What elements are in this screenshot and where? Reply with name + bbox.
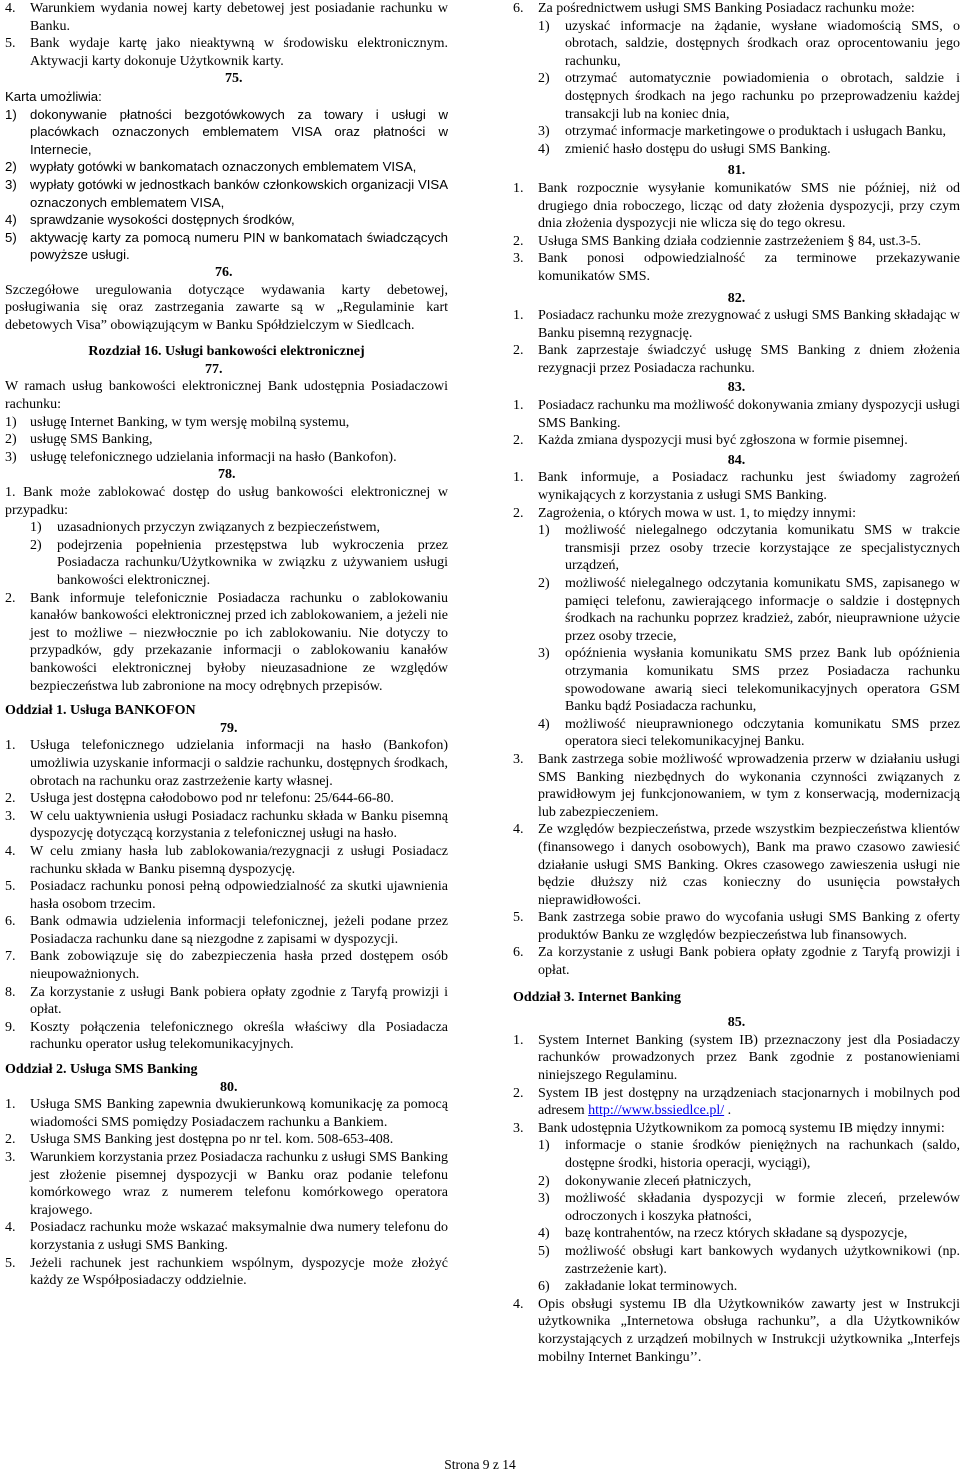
- section-number: 82.: [727, 290, 746, 306]
- list-item-number: 1): [538, 1138, 550, 1154]
- list-item: [5, 737, 448, 790]
- list-item-number: 3.: [513, 751, 524, 767]
- list-item: [513, 397, 960, 432]
- right-column: [513, 0, 960, 1366]
- list-item-number: 9.: [5, 1019, 16, 1035]
- list-item: [513, 18, 960, 71]
- section-number: 75.: [225, 71, 243, 87]
- list-item-text: W celu zmiany hasła lub zablokowania/rezygnacji z usługi Posiadacz rachunku składa w Banku pisemną dyspozycję.: [30, 843, 448, 877]
- paragraph: 1. Bank może zablokować dostęp do usług bankowości elektronicznej w przypadku:: [5, 485, 448, 518]
- left-column: [5, 0, 448, 1290]
- list-item: [5, 1019, 448, 1054]
- list-item: [5, 1096, 448, 1131]
- list-item-number: 5.: [513, 910, 524, 926]
- list-item-number: 1): [5, 106, 17, 122]
- list-item-number: 5): [538, 1243, 550, 1259]
- list-item: [513, 1278, 960, 1296]
- list-item-number: 3): [538, 124, 550, 140]
- list-item: [5, 1131, 448, 1149]
- list-item-number: 3.: [5, 1150, 16, 1165]
- list-item: [513, 716, 960, 751]
- list-item-text: Warunkiem wydania nowej karty debetowej jest posiadanie rachunku w Banku.: [30, 1, 448, 34]
- list-item-text: informacje o stanie środków pieniężnych na rachunkach (saldo, dostępne środki, historia operacji, wyciągi),: [565, 1138, 960, 1171]
- list-item-number: 3): [5, 449, 17, 465]
- list-item-text: Bank informuje, a Posiadacz rachunku jest świadomy zagrożeń wynikających z korzystania z usługi SMS Banking.: [538, 470, 960, 504]
- list-item-text: otrzymać informacje marketingowe o produktach i usługach Banku,: [565, 124, 946, 140]
- list-item: [5, 0, 448, 35]
- list-item-text: możliwość nieuprawnionego odczytania komunikatu SMS przez operatora sieci telekomunikacyjnej Banku.: [565, 716, 960, 750]
- list-item: [513, 1225, 960, 1243]
- list-item: [5, 913, 448, 948]
- list-item: [5, 948, 448, 983]
- list-item: [513, 1190, 960, 1225]
- section-number: 78.: [218, 467, 236, 483]
- list-item-number: 5.: [5, 879, 16, 895]
- list-item-number: 2.: [5, 590, 16, 606]
- list-item-text: możliwość nielegalnego odczytania komunikatu SMS w trakcie transmisji przez osoby trzecie korzystające ze specjalistycznych urządzeń,: [565, 523, 960, 574]
- list-item: [5, 449, 448, 467]
- list-item-number: 4.: [513, 822, 524, 838]
- list-item: [513, 141, 960, 159]
- list-item-text: zakładanie lokat terminowych.: [565, 1279, 738, 1295]
- list-item: [513, 522, 960, 575]
- list-item: [513, 233, 960, 251]
- list-item-text: Koszty połączenia telefonicznego określa właściwy dla Posiadacza rachunku operator usług telekomunikacyjnych.: [30, 1019, 448, 1053]
- section-heading: Oddział 1. Usługa BANKOFON: [5, 703, 196, 719]
- list-item-number: 1.: [513, 308, 524, 324]
- list-item-number: 3): [538, 646, 550, 662]
- list-item-text: [538, 1085, 960, 1120]
- section-heading: Oddział 3. Internet Banking: [513, 989, 682, 1005]
- list-item-text: Usługa SMS Banking jest dostępna po nr tel. kom. 508-653-408.: [30, 1132, 394, 1148]
- list-item-text: sprawdzanie wysokości dostępnych środków,: [30, 212, 295, 228]
- list-item-text: wypłaty gotówki w jednostkach banków członkowskich organizacji VISA oznaczonych emblematem VISA,: [30, 176, 448, 210]
- list-item-number: 3.: [5, 808, 16, 824]
- list-item-number: 4.: [513, 1296, 524, 1312]
- list-item-number: 3): [538, 1191, 550, 1207]
- list-item-text: Bank zaprzestaje świadczyć usługę SMS Banking z dniem złożenia rezygnacji przez Posiadacza rachunku.: [538, 343, 960, 376]
- list-item: [5, 519, 448, 537]
- list-item: [5, 1255, 448, 1290]
- list-item-text: Warunkiem korzystania przez Posiadacza rachunku z usługi SMS Banking jest złożenie pisemnej dyspozycji w Banku oraz podanie telefonu komórkowego wraz z numerem telefonu komórkowego operatora krajowego.: [30, 1150, 448, 1218]
- list-item-text: Opis obsługi systemu IB dla Użytkowników zawarty jest w Instrukcji użytkownika „Internetowa obsługa rachunku”, a dla Użytkowników korzystających z urządzeń mobilnych w Instrukcji użytkownika „Interfejs mobilny Internet Bankingu’’.: [538, 1296, 960, 1365]
- list-item: [513, 1120, 960, 1138]
- page-footer: Strona 9 z 14: [444, 1457, 516, 1472]
- list-item-text: bazę kontrahentów, na rzecz których składane są dyspozycje,: [565, 1226, 908, 1242]
- list-item-number: 8.: [5, 984, 16, 1000]
- list-item-text: Usługa SMS Banking zapewnia dwukierunkową komunikację za pomocą wiadomości SMS pomiędzy Posiadaczem rachunku a Bankiem.: [30, 1097, 448, 1130]
- list-item-text: Ze względów bezpieczeństwa, przede wszystkim bezpieczeństwa klientów (finansowego i danych osobowych), Bank ma prawo czasowo zawiesić działanie usługi SMS Banking. Okres czasowego zawieszenia usługi nie będzie dłuższy niż czas konieczny do usunięcia powstałych nieprawidłowości.: [538, 822, 960, 908]
- list-item: [513, 180, 960, 233]
- list-item: [513, 1243, 960, 1278]
- list-item: [513, 1085, 960, 1120]
- list-item: [513, 821, 960, 909]
- list-item: [5, 211, 448, 229]
- list-item-number: 6.: [513, 1, 524, 16]
- list-item-text: podejrzenia popełnienia przestępstwa lub wykroczenia przez Posiadacza rachunku/Użytkownika w związku z używaniem usługi bankowości elektronicznej.: [57, 537, 448, 588]
- list-item: [5, 106, 448, 159]
- list-item-number: 3): [5, 176, 17, 192]
- list-item: [5, 1219, 448, 1254]
- list-item-text: Bank informuje telefonicznie Posiadacza rachunku o zablokowaniu kanałów bankowości elektronicznej przed ich zablokowaniem, a jeżeli nie jest to możliwe – niezwłocznie po ich zablokowaniu. Nie dotyczy to przypadków, gdy przekazanie informacji o zablokowaniu kanałów bankowości elektronicznej byłoby nieuzasadnione ze względów bezpieczeństwa lub zabronione na mocy odrębnych przepisów.: [30, 590, 448, 694]
- section-number: 85.: [727, 1015, 746, 1031]
- list-item-text: możliwość składania dyspozycji w formie zleceń, przelewów odroczonych i koszyka płatności,: [565, 1191, 960, 1224]
- list-item-text: Bank ponosi odpowiedzialność za terminowe przekazywanie komunikatów SMS.: [538, 251, 960, 284]
- list-item: [513, 469, 960, 504]
- list-item-number: 5): [5, 229, 17, 245]
- list-item: [5, 229, 448, 264]
- list-item-text: dokonywanie zleceń płatniczych,: [565, 1173, 752, 1189]
- list-item-number: 2.: [513, 233, 524, 249]
- list-item-number: 1.: [513, 180, 524, 196]
- list-item-text-part: System IB jest dostępny na urządzeniach stacjonarnych i mobilnych pod adresem: [538, 1085, 960, 1119]
- list-item-text: Każda zmiana dyspozycji musi być zgłoszona w formie pisemnej.: [538, 433, 908, 449]
- list-item: [513, 1173, 960, 1191]
- section-number: 76.: [215, 264, 233, 280]
- list-item-text: uzyskać informacje na żądanie, wysłane wiadomością SMS, o obrotach, saldzie, dostępnych środkach oraz oprocentowaniu jego rachunku,: [565, 18, 960, 69]
- list-item-text: Bank wydaje kartę jako nieaktywną w środowisku elektronicznym. Aktywacji karty dokonuje Użytkownik karty.: [30, 36, 448, 69]
- list-item-number: 1.: [5, 1097, 16, 1113]
- list-item-number: 7.: [5, 949, 16, 965]
- list-item-text: wypłaty gotówki w bankomatach oznaczonych emblematem VISA,: [30, 159, 417, 175]
- list-item-text: Usługa telefonicznego udzielania informacji na hasło (Bankofon) umożliwia uzyskanie informacji o saldzie rachunku, dostępnych środkach, obrotach na rachunku oraz zastrzeżenie karty własnej.: [30, 738, 448, 789]
- list-item: [5, 843, 448, 878]
- list-item-number: 2): [538, 1173, 550, 1189]
- list-item: [5, 158, 448, 176]
- list-item-text: Bank odmawia udzielenia informacji telefonicznej, jeżeli podane przez Posiadacza rachunku dane są niezgodne z zapisami w dyspozycji.: [30, 914, 448, 947]
- list-item-number: 2.: [513, 343, 524, 359]
- paragraph: Karta umożliwia:: [5, 88, 102, 104]
- list-item-number: 4): [538, 141, 550, 157]
- list-item-number: 4.: [5, 1220, 16, 1236]
- list-item-number: 6.: [513, 945, 524, 961]
- list-item-text: opóźnienia wysłania komunikatu SMS przez Bank lub opóźnienia otrzymania komunikatu SMS przez Posiadacza rachunku spowodowane awarią sieci telekomunikacyjnych operatora GSM Banku bądź Posiadacza rachunku,: [565, 646, 960, 715]
- list-item-text: możliwość obsługi kart bankowych wydanych użytkownikowi (np. zastrzeżenie kart).: [565, 1243, 960, 1277]
- list-item: [5, 414, 448, 432]
- list-item-number: 1.: [5, 738, 16, 754]
- list-item-text: usługę telefonicznego udzielania informacji na hasło (Bankofon).: [30, 449, 397, 465]
- list-item: [513, 505, 960, 523]
- list-item: [513, 909, 960, 944]
- list-item-text: usługę Internet Banking, w tym wersję mobilną systemu,: [30, 414, 350, 430]
- list-item-text: Usługa jest dostępna całodobowo pod nr telefonu: 25/644-66-80.: [30, 791, 394, 807]
- list-item-text: możliwość nielegalnego odczytania komunikatu SMS, zapisanego w pamięci telefonu, zawierającego informacje o saldzie i dostępnych środkach na rachunku poprzez kradzież, zabór, nieuprawnione użycie przez osoby trzecie,: [565, 576, 960, 644]
- list-item-text: Bank rozpocznie wysyłanie komunikatów SMS nie później, niż od drugiego dnia roboczego, licząc od daty złożenia dyspozycji, przy czym dnia złożenia dyspozycji nie wlicza się do tego okresu.: [538, 180, 960, 232]
- list-item-number: 2.: [513, 505, 524, 521]
- list-item-text: Za korzystanie z usługi Bank pobiera opłaty zgodnie z Taryfą prowizji i opłat.: [538, 945, 960, 979]
- list-item-text: W celu uaktywnienia usługi Posiadacz rachunku składa w Banku pisemną dyspozycję dotyczącą korzystania z telefonicznej usługi na hasło.: [30, 808, 448, 842]
- list-item-text: Bank zastrzega sobie możliwość wprowadzenia przerw w działaniu usługi SMS Banking niezbędnych do wykonania czynności związanych z prawidłowym jej funkcjonowaniem, w tym z konserwacją, modernizacją lub zabezpieczeniem.: [538, 751, 960, 820]
- section-number: 77.: [205, 361, 223, 377]
- list-item-number: 2): [5, 432, 17, 448]
- list-item-text: Bank zobowiązuje się do zabezpieczenia hasła przed dostępem osób nieupoważnionych.: [30, 949, 448, 983]
- list-item: [513, 751, 960, 821]
- list-item: [5, 878, 448, 913]
- list-item: [5, 590, 448, 696]
- list-item-text: Zagrożenia, o których mowa w ust. 1, to między innymi:: [538, 505, 857, 521]
- paragraph: Szczegółowe uregulowania dotyczące wydawania karty debetowej, posługiwania się oraz zastrzegania zawarte są w „Regulaminie kart debetowych Visa” obowiązującym w Banku Spółdzielczym w Siedlcach.: [5, 282, 448, 333]
- section-number: Rozdział 16. Usługi bankowości elektronicznej: [88, 344, 365, 360]
- list-item-number: 1.: [513, 470, 524, 486]
- list-item-number: 4.: [5, 843, 16, 859]
- list-item-number: 3.: [513, 251, 524, 267]
- section-number: 80.: [220, 1079, 238, 1095]
- list-item-number: 4.: [5, 1, 16, 16]
- section-number: 83.: [727, 380, 746, 396]
- list-item: [5, 431, 448, 449]
- list-item: [513, 944, 960, 979]
- list-item-text: uzasadnionych przyczyn związanych z bezpieczeństwem,: [57, 520, 381, 536]
- list-item-number: 4): [538, 716, 550, 732]
- list-item-text: Usługa SMS Banking działa codziennie zastrzeżeniem § 84, ust.3-5.: [538, 233, 921, 249]
- list-item: [513, 1032, 960, 1085]
- list-item-text: Bank zastrzega sobie prawo do wycofania usługi SMS Banking z oferty produktów Banku ze względów bezpieczeństwa lub finansowych.: [538, 910, 960, 943]
- list-item-text: aktywację karty za pomocą numeru PIN w bankomatach świadczących powyższe usługi.: [30, 229, 448, 263]
- list-item-number: 1): [538, 18, 550, 34]
- list-item-text-part: .: [724, 1103, 732, 1119]
- list-item-number: 1): [538, 523, 550, 539]
- list-item-text: Posiadacz rachunku może wskazać maksymalnie dwa numery telefonu do korzystania z usługi SMS Banking.: [30, 1220, 448, 1253]
- list-item-text: Bank udostępnia Użytkownikom za pomocą systemu IB między innymi:: [538, 1120, 945, 1136]
- list-item: [513, 307, 960, 342]
- list-item-number: 4): [538, 1226, 550, 1242]
- list-item: [5, 1149, 448, 1219]
- list-item-number: 2.: [5, 1132, 16, 1148]
- list-item-number: 5.: [5, 1255, 16, 1271]
- section-heading: Oddział 2. Usługa SMS Banking: [5, 1062, 198, 1078]
- list-item: [513, 575, 960, 645]
- list-item-number: 4): [5, 212, 17, 228]
- list-item-number: 6): [538, 1279, 550, 1295]
- list-item-text: Posiadacz rachunku może zrezygnować z usługi SMS Banking składając w Banku pisemną rezygnację.: [538, 308, 960, 341]
- list-item-text: System Internet Banking (system IB) przeznaczony jest dla Posiadaczy rachunków prowadzonych przez Bank zgodnie z postanowieniami niniejszego Regulaminu.: [538, 1032, 960, 1084]
- list-item-number: 2): [538, 71, 550, 87]
- list-item-number: 5.: [5, 36, 16, 52]
- list-item-text: dokonywanie płatności bezgotówkowych za towary i usługi w placówkach oznaczonych emblematem VISA oraz płatności w Internecie,: [30, 106, 448, 157]
- list-item: [513, 250, 960, 285]
- list-item-text: otrzymać automatycznie powiadomienia o obrotach, saldzie i dostępnych środkach na jego rachunku po przeprowadzeniu każdej transakcji lub na koniec dnia,: [565, 71, 960, 122]
- section-number: 79.: [220, 720, 238, 736]
- list-item: [5, 176, 448, 211]
- list-item-number: 1): [30, 520, 42, 536]
- list-item-number: 3.: [513, 1120, 524, 1136]
- list-item-number: 2): [538, 576, 550, 591]
- list-item: [513, 123, 960, 141]
- list-item-number: 2.: [513, 433, 524, 449]
- list-item: [513, 342, 960, 377]
- list-item: [5, 537, 448, 590]
- list-item-text: Posiadacz rachunku ponosi pełną odpowiedzialność za skutki ujawnienia hasła osobom trzecim.: [30, 879, 448, 912]
- list-item: [5, 808, 448, 843]
- list-item: [5, 790, 448, 808]
- list-item-number: 1.: [513, 1032, 524, 1048]
- list-item-text: Jeżeli rachunek jest rachunkiem wspólnym, dyspozycje może złożyć każdy ze Współposiadaczy oddzielnie.: [30, 1255, 448, 1289]
- list-item-text: Posiadacz rachunku ma możliwość dokonywania zmiany dyspozycji usługi SMS Banking.: [538, 398, 960, 431]
- list-item: [513, 0, 960, 18]
- list-item-number: 2): [5, 159, 17, 175]
- bank-website-link[interactable]: http://www.bssiedlce.pl/: [588, 1103, 725, 1119]
- list-item-text: zmienić hasło dostępu do usługi SMS Banking.: [565, 141, 831, 157]
- list-item-number: 2.: [513, 1085, 524, 1101]
- list-item-text: usługę SMS Banking,: [30, 432, 153, 448]
- list-item-text: Za korzystanie z usługi Bank pobiera opłaty zgodnie z Taryfą prowizji i opłat.: [30, 984, 448, 1018]
- list-item: [513, 432, 960, 450]
- list-item: [5, 35, 448, 70]
- list-item-number: 6.: [5, 914, 16, 930]
- list-item-number: 2.: [5, 791, 16, 807]
- list-item-text: Za pośrednictwem usługi SMS Banking Posiadacz rachunku może:: [538, 1, 915, 16]
- section-number: 84.: [727, 452, 746, 468]
- list-item-number: 1.: [513, 398, 524, 414]
- list-item: [513, 70, 960, 123]
- list-item: [513, 1137, 960, 1172]
- list-item-number: 2): [30, 537, 42, 553]
- list-item-number: 1): [5, 414, 17, 430]
- section-number: 81.: [727, 163, 746, 179]
- list-item: [5, 984, 448, 1019]
- list-item: [513, 1296, 960, 1366]
- list-item: [513, 645, 960, 715]
- paragraph: W ramach usług bankowości elektronicznej Bank udostępnia Posiadaczowi rachunku:: [5, 379, 448, 413]
